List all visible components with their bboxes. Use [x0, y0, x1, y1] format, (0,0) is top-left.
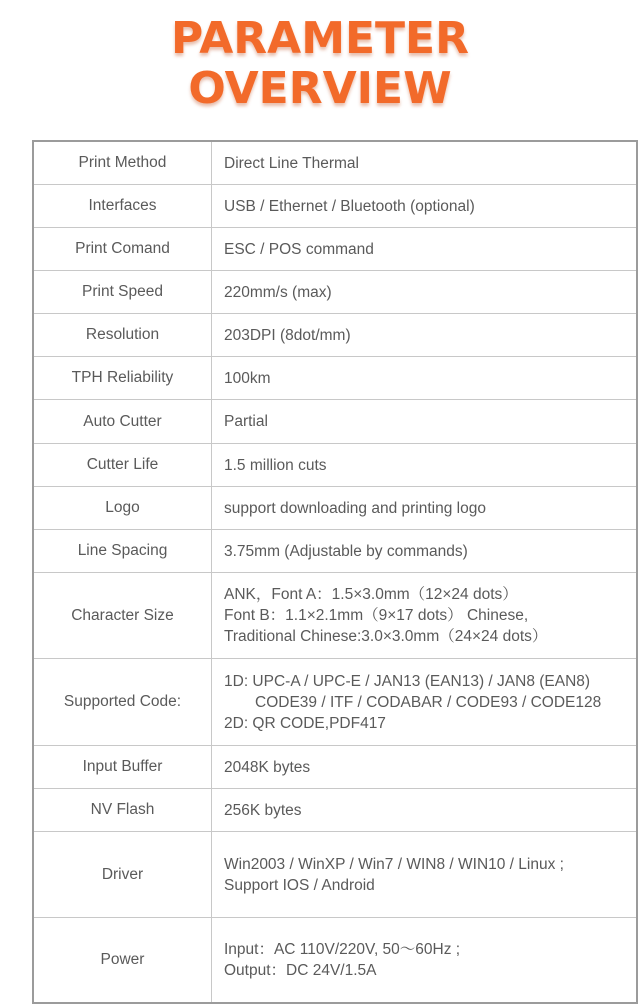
spec-label: Line Spacing [34, 530, 212, 572]
spec-value [212, 444, 636, 486]
spec-value-line: 1.5 million cuts [224, 456, 327, 474]
spec-label: Auto Cutter [34, 400, 212, 443]
page-title-line-1: PARAMETER [171, 13, 469, 64]
spec-value-line: Input：AC 110V/220V, 50～60Hz ; [224, 941, 461, 958]
spec-value-line: ESC / POS command [224, 240, 374, 258]
spec-label: Power [34, 918, 212, 1002]
spec-value-line: 100km [224, 369, 271, 387]
spec-value [212, 487, 636, 529]
spec-value [212, 271, 636, 313]
page-title-line-2: OVERVIEW [188, 63, 452, 114]
spec-row-logo [34, 486, 636, 529]
spec-value [212, 573, 636, 658]
spec-label: Print Method [34, 142, 212, 184]
spec-value [212, 314, 636, 356]
spec-label: Resolution [34, 314, 212, 356]
spec-value [212, 185, 636, 227]
spec-value-line: Win2003 / WinXP / Win7 / WIN8 / WIN10 / Linux ; [224, 855, 564, 873]
spec-row-print-command [34, 227, 636, 270]
spec-row-line-spacing [34, 529, 636, 572]
spec-value-line: 3.75mm (Adjustable by commands) [224, 542, 468, 560]
spec-row-interfaces [34, 184, 636, 227]
spec-label: Input Buffer [34, 746, 212, 788]
spec-row-print-method [34, 142, 636, 184]
spec-row-supported-code [34, 658, 636, 745]
spec-value [212, 400, 636, 443]
spec-value [212, 832, 636, 917]
spec-value-line: Traditional Chinese:3.0×3.0mm（24×24 dots） [224, 628, 548, 645]
spec-value [212, 789, 636, 831]
spec-value-line: Output：DC 24V/1.5A [224, 962, 377, 979]
spec-value-line: 2D: QR CODE,PDF417 [224, 714, 386, 732]
spec-value [212, 228, 636, 270]
spec-label: Print Comand [34, 228, 212, 270]
spec-value-line: 220mm/s (max) [224, 283, 332, 301]
spec-label: TPH Reliability [34, 357, 212, 399]
spec-value-line: Support IOS / Android [224, 876, 375, 894]
spec-value-line: 256K bytes [224, 801, 302, 819]
spec-value-line: support downloading and printing logo [224, 499, 486, 517]
spec-label: Character Size [34, 573, 212, 658]
spec-label: Print Speed [34, 271, 212, 313]
spec-value-line: Font B：1.1×2.1mm（9×17 dots） Chinese, [224, 607, 529, 624]
spec-row-tph-reliability [34, 356, 636, 399]
spec-value [212, 659, 636, 745]
spec-table [32, 140, 638, 1004]
spec-label: Supported Code: [34, 659, 212, 745]
spec-value [212, 746, 636, 788]
spec-row-power [34, 917, 636, 1002]
spec-value [212, 357, 636, 399]
spec-row-print-speed [34, 270, 636, 313]
spec-label: Cutter Life [34, 444, 212, 486]
spec-value-line: ANK，Font A：1.5×3.0mm（12×24 dots） [224, 586, 518, 603]
spec-label: Logo [34, 487, 212, 529]
spec-row-resolution [34, 313, 636, 356]
spec-row-nv-flash [34, 788, 636, 831]
spec-value-line: 203DPI (8dot/mm) [224, 326, 351, 344]
spec-label: NV Flash [34, 789, 212, 831]
spec-row-cutter-life [34, 443, 636, 486]
spec-value [212, 530, 636, 572]
spec-value-line: 2048K bytes [224, 758, 311, 776]
spec-row-character-size [34, 572, 636, 658]
spec-label: Driver [34, 832, 212, 917]
spec-value-line: USB / Ethernet / Bluetooth (optional) [224, 197, 475, 215]
spec-row-auto-cutter [34, 399, 636, 443]
spec-label: Interfaces [34, 185, 212, 227]
spec-row-driver [34, 831, 636, 917]
spec-row-input-buffer [34, 745, 636, 788]
spec-value-line: 1D: UPC-A / UPC-E / JAN13 (EAN13) / JAN8 (EAN8) [224, 672, 591, 690]
spec-value [212, 142, 636, 184]
spec-value-line: Partial [224, 413, 268, 430]
spec-value-line: Direct Line Thermal [224, 154, 359, 172]
spec-value [212, 918, 636, 1002]
spec-value-line: CODE39 / ITF / CODABAR / CODE93 / CODE128 [255, 693, 602, 711]
